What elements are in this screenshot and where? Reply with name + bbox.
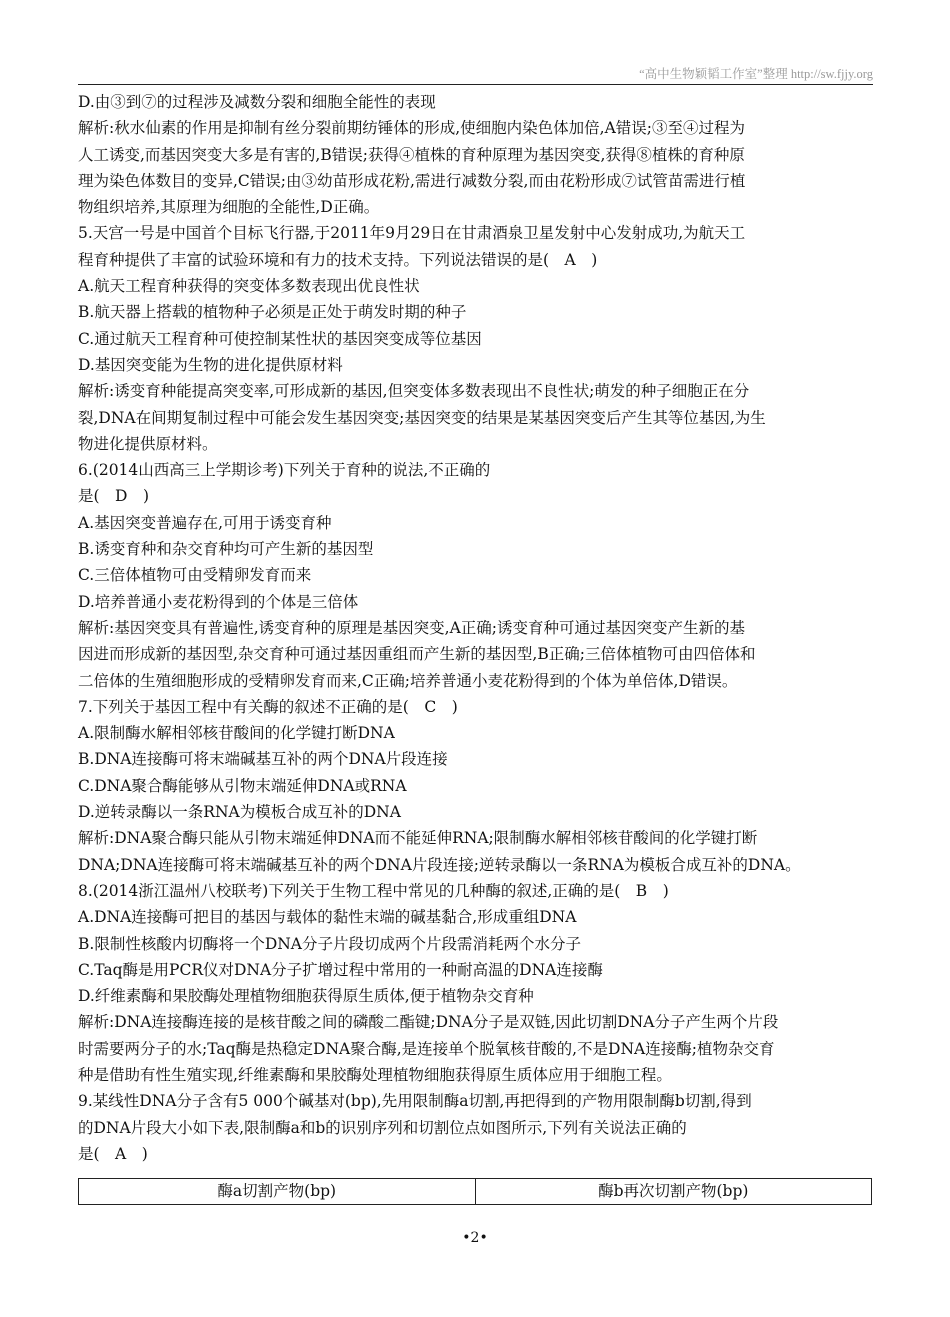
page-number: •2• (462, 1230, 488, 1246)
text-line: C.Taq酶是用PCR仪对DNA分子扩增过程中常用的一种耐高温的DNA连接酶 (78, 960, 603, 979)
text-line: B.诱变育种和杂交育种均可产生新的基因型 (78, 540, 374, 559)
text-line: 解析:DNA连接酶连接的是核苷酸之间的磷酸二酯键;DNA分子是双链,因此切割DNA分子产生两个片段 (78, 1013, 779, 1032)
text-line: 理为染色体数目的变异,C错误;由③幼苗形成花粉,需进行减数分裂,而由花粉形成⑦试管苗需进行植 (78, 171, 746, 190)
text-line: B.限制性核酸内切酶将一个DNA分子片段切成两个片段需消耗两个水分子 (78, 934, 582, 953)
text-line: DNA;DNA连接酶可将末端碱基互补的两个DNA片段连接;逆转录酶以一条RNA为模板合成互补的DNA。 (78, 855, 801, 874)
text-line: D.由③到⑦的过程涉及减数分裂和细胞全能性的表现 (78, 93, 436, 111)
text-line: 因进而形成新的基因型,杂交育种可通过基因重组而产生新的基因型,B正确;三倍体植物可由四倍体和 (78, 645, 756, 664)
text-line: 是( A ) (78, 1144, 148, 1163)
text-line: D.逆转录酶以一条RNA为模板合成互补的DNA (78, 803, 401, 822)
text-line: 9.某线性DNA分子含有5 000个碱基对(bp),先用限制酶a切割,再把得到的产物用限制酶b切割,得到 (78, 1092, 752, 1111)
text-line: D.基因突变能为生物的进化提供原材料 (78, 355, 343, 374)
text-line: C.通过航天工程育种可使控制某性状的基因突变成等位基因 (78, 329, 482, 348)
text-line: 的DNA片段大小如下表,限制酶a和b的识别序列和切割位点如图所示,下列有关说法正确的 (78, 1118, 687, 1137)
text-line: 7.下列关于基因工程中有关酶的叙述不正确的是( C ) (78, 697, 458, 716)
text-line: 8.(2014浙江温州八校联考)下列关于生物工程中常见的几种酶的叙述,正确的是( B ) (78, 881, 669, 900)
text-line: 解析:秋水仙素的作用是抑制有丝分裂前期纺锤体的形成,使细胞内染色体加倍,A错误;③至④过程为 (78, 119, 745, 138)
text-line: D.培养普通小麦花粉得到的个体是三倍体 (78, 592, 359, 611)
text-line: 二倍体的生殖细胞形成的受精卵发育而来,C正确;培养普通小麦花粉得到的个体为单倍体,D错误。 (78, 671, 738, 690)
text-line: C.三倍体植物可由受精卵发育而来 (78, 566, 312, 585)
enzyme-table (78, 1178, 872, 1205)
text-line: 5.天宫一号是中国首个目标飞行器,于2011年9月29日在甘肃酒泉卫星发射中心发射成功,为航天工 (78, 224, 746, 243)
text-line: 6.(2014山西高三上学期诊考)下列关于育种的说法,不正确的 (78, 461, 491, 480)
text-line: A.基因突变普遍存在,可用于诱变育种 (78, 513, 332, 532)
text-line: A.DNA连接酶可把目的基因与载体的黏性末端的碱基黏合,形成重组DNA (78, 908, 577, 927)
table-header-enzyme-b: 酶b再次切割产物(bp) (475, 1179, 872, 1204)
text-line: B.航天器上搭载的植物种子必须是正处于萌发时期的种子 (78, 303, 467, 322)
text-line: 程育种提供了丰富的试验环境和有力的技术支持。下列说法错误的是( A ) (78, 250, 598, 269)
text-line: 裂,DNA在间期复制过程中可能会发生基因突变;基因突变的结果是某基因突变后产生其等位基因,为生 (78, 408, 766, 427)
text-line: C.DNA聚合酶能够从引物末端延伸DNA或RNA (78, 776, 407, 795)
table-header-enzyme-a: 酶a切割产物(bp) (217, 1182, 337, 1200)
text-line: B.DNA连接酶可将末端碱基互补的两个DNA片段连接 (78, 750, 448, 769)
text-line: 物组织培养,其原理为细胞的全能性,D正确。 (78, 198, 380, 217)
text-line: D.纤维素酶和果胶酶处理植物细胞获得原生质体,便于植物杂交育种 (78, 987, 534, 1006)
page-header: “高中生物颖韬工作室”整理 http://sw.fjjy.org (639, 67, 873, 81)
text-line: 解析:诱变育种能提高突变率,可形成新的基因,但突变体多数表现出不良性状;萌发的种子细胞正在分 (78, 382, 750, 401)
text-line: A.航天工程育种获得的突变体多数表现出优良性状 (78, 277, 420, 296)
text-line: 物进化提供原材料。 (78, 434, 218, 453)
text-line: 是( D ) (78, 487, 150, 506)
text-line: 人工诱变,而基因突变大多是有害的,B错误;获得④植株的育种原理为基因突变,获得⑧植株的育种原 (78, 145, 745, 164)
text-line: 解析:基因突变具有普遍性,诱变育种的原理是基因突变,A正确;诱变育种可通过基因突变产生新的基 (78, 618, 745, 637)
header-rule (78, 84, 873, 85)
document-body (78, 89, 873, 1167)
text-line: 种是借助有性生殖实现,纤维素酶和果胶酶处理植物细胞获得原生质体应用于细胞工程。 (78, 1065, 672, 1084)
text-line: 解析:DNA聚合酶只能从引物末端延伸DNA而不能延伸RNA;限制酶水解相邻核苷酸间的化学键打断 (78, 829, 758, 848)
text-line: 时需要两分子的水;Taq酶是热稳定DNA聚合酶,是连接单个脱氧核苷酸的,不是DNA连接酶;植物杂交育 (78, 1039, 775, 1058)
text-line: A.限制酶水解相邻核苷酸间的化学键打断DNA (78, 724, 395, 743)
